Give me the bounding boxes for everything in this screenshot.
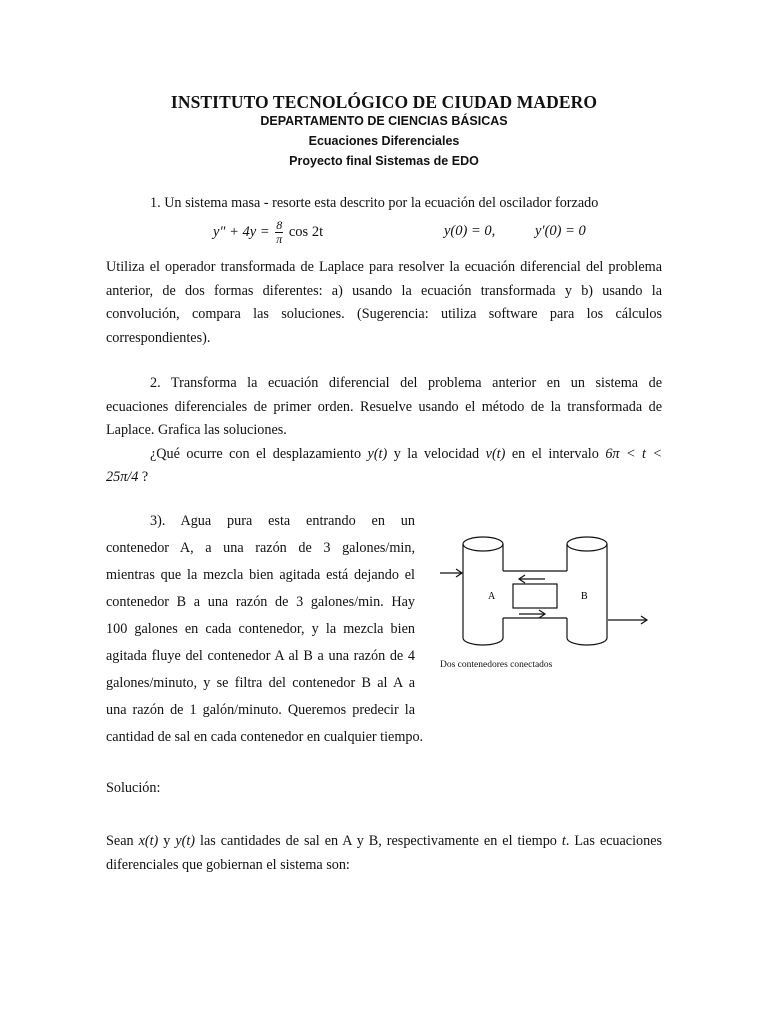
question-text: ¿Qué ocurre con el desplazamiento: [150, 445, 362, 462]
paragraph-line: Laplace. Grafica las soluciones.: [106, 422, 287, 438]
solution-paragraph: [106, 830, 662, 877]
pipe-inner-box: [513, 584, 557, 608]
paragraph-line: Utiliza el operador transformada de Laplace para resolver la ecuación diferencial del problema: [106, 259, 662, 275]
solution-text: y: [163, 833, 171, 849]
container-a-bottom: [463, 638, 503, 645]
solution-title: Solución:: [106, 780, 161, 796]
solution-text: Sean: [106, 833, 134, 849]
solution-y-symbol: y(t): [175, 833, 196, 849]
paragraph-line: convolución, compara las soluciones. (Sugerencia: utiliza software para los cálculos: [106, 306, 662, 322]
container-b-top: [567, 537, 607, 551]
department-title: DEPARTAMENTO DE CIENCIAS BÁSICAS: [260, 114, 508, 128]
paragraph-line: 100 galones en cada contenedor, y la mezcla bien: [106, 621, 415, 637]
equation-fraction: [275, 219, 283, 246]
question-y-symbol: y(t): [367, 445, 388, 462]
solution-x-symbol: x(t): [138, 833, 159, 849]
question-text: y la velocidad: [393, 445, 480, 462]
question-interval: 6π < t <: [605, 445, 663, 462]
problem1-equation: [213, 219, 323, 246]
paragraph-line: anterior, de dos formas diferentes: a) usando la ecuación transformada y b) usando la: [106, 282, 662, 299]
problem1-intro: 1. Un sistema masa - resorte esta descrito por la ecuación del oscilador forzado: [150, 195, 599, 211]
problem2-question-end: [106, 466, 662, 490]
question-mark: ?: [141, 469, 149, 485]
container-b-label: B: [581, 591, 588, 602]
container-a-label: A: [488, 591, 496, 602]
paragraph-line: ecuaciones diferenciales de primer orden. Resuelve usando el método de la transformada de: [106, 398, 662, 415]
problem1-paragraph: [106, 256, 662, 350]
container-b-bottom: [567, 638, 607, 645]
paragraph-line: galones/minuto, y se filtra del contenedor B al A a: [106, 675, 415, 691]
paragraph-line: mientras que la mezcla bien agitada está dejando el: [106, 567, 415, 583]
initial-condition-1: y(0) = 0,: [444, 223, 496, 239]
fraction-numerator: 8: [276, 218, 283, 232]
institution-title: INSTITUTO TECNOLÓGICO DE CIUDAD MADERO: [170, 92, 598, 112]
solution-line: [106, 830, 662, 854]
paragraph-line: contenedor A, a una razón de 3 galones/min,: [106, 540, 415, 556]
solution-t-symbol: t: [561, 833, 566, 849]
paragraph-line: agitada fluye del contenedor A al B a una razón de 4: [106, 648, 415, 664]
solution-text: las cantidades de sal en A y B, respectivamente en el tiempo: [200, 833, 557, 849]
paragraph-line: 3). Agua pura esta entrando en un: [150, 513, 415, 529]
solution-text: . Las ecuaciones: [565, 833, 663, 849]
containers-diagram: [435, 528, 685, 658]
course-title: Ecuaciones Diferenciales: [308, 134, 460, 148]
container-a-top: [463, 537, 503, 551]
equation-lhs: y″ + 4y =: [213, 223, 270, 240]
question-text: en el intervalo: [511, 445, 599, 462]
question-v-symbol: v(t): [485, 445, 506, 462]
problem2-paragraph: [106, 372, 662, 490]
problem2-question: [106, 443, 662, 467]
solution-line: diferenciales que gobiernan el sistema son:: [106, 856, 350, 873]
containers-figure: [435, 528, 685, 678]
fraction-denominator: π: [276, 232, 283, 246]
paragraph-line: 2. Transforma la ecuación diferencial del problema anterior en un sistema de: [150, 375, 662, 391]
paragraph-line: cantidad de sal en cada contenedor en cualquier tiempo.: [106, 729, 424, 745]
figure-caption: Dos contenedores conectados: [440, 660, 553, 670]
paragraph-line: correspondientes).: [106, 329, 211, 346]
project-title: Proyecto final Sistemas de EDO: [289, 154, 479, 168]
initial-condition-2: y′(0) = 0: [535, 223, 586, 239]
paragraph-line: contenedor B a una razón de 3 galones/min. Hay: [106, 594, 415, 610]
paragraph-line: una razón de 1 galón/minuto. Queremos predecir la: [106, 702, 415, 718]
question-interval-end: 25π/4: [106, 469, 139, 485]
equation-rhs: cos 2t: [288, 223, 324, 240]
problem3-paragraph: [106, 508, 424, 751]
